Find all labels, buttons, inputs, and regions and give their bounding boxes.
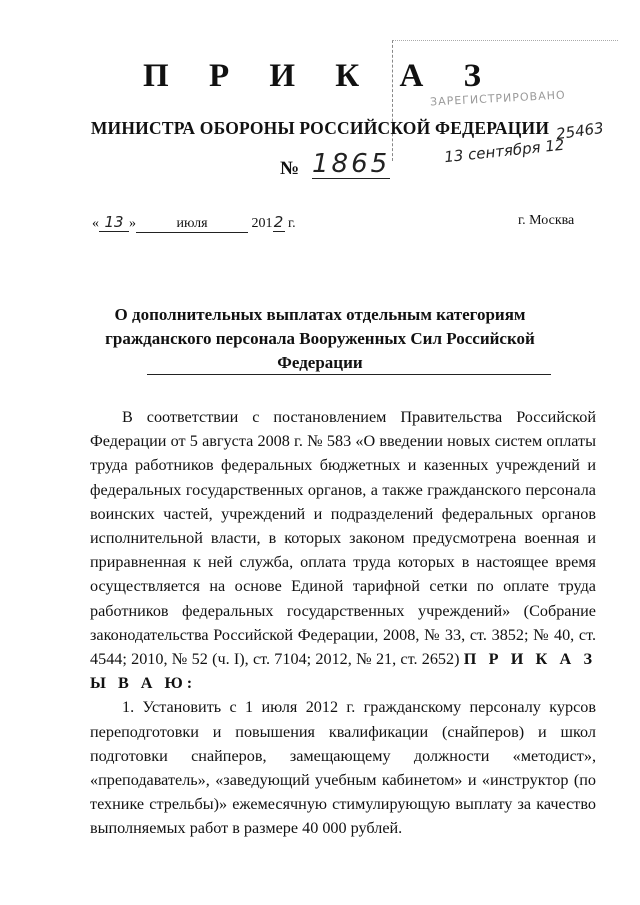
- date-year-unit: г.: [288, 216, 296, 231]
- date-day: 13: [99, 213, 129, 232]
- preamble-paragraph: [90, 405, 596, 695]
- order-body: [90, 405, 596, 841]
- date-year-suffix: 2: [273, 213, 284, 231]
- handwritten-registration-date: 13 сентября 12: [443, 135, 566, 167]
- preamble-text: В соответствии с постановлением Правительства Российской Федерации от 5 августа 2008 г. № 583 «О введении новых систем оплаты труда работников федеральных бюджетных и казенных учреждений и федеральных государственных органов, а также гражданского персонала воинских частей, учреждений и подразделений федеральных органов исполнительной власти, в которых законом предусмотрена военная и приравненная к ней служба, оплата труда которых в настоящее время осуществляется на основе Единой тарифной сетки по оплате труда работников федеральных государственных учреждений» (Собрание законодательства Российской Федерации, 2008, № 33, ст. 3852; № 40, ст. 4544; 2010, № 52 (ч. I), ст. 7104; 2012, № 21, ст. 2652): [90, 408, 596, 669]
- document-title: П Р И К А З: [143, 58, 497, 94]
- order-command: П Р И К А З Ы В А Ю:: [90, 650, 597, 693]
- handwritten-registration-number: 25463: [554, 118, 605, 144]
- number-label: №: [280, 158, 300, 179]
- date-open-quote: «: [92, 216, 99, 231]
- city: г. Москва: [518, 213, 575, 228]
- date-month: июля: [136, 216, 248, 233]
- stamp-text: ЗАРЕГИСТРИРОВАНО: [429, 88, 566, 109]
- date-year-prefix: 201: [251, 216, 273, 231]
- date-line: [92, 213, 296, 233]
- order-subject: О дополнительных выплатах отдельным категориям гражданского персонала Вооруженных Сил Российской Федерации: [105, 305, 535, 372]
- subject-divider: [147, 374, 551, 375]
- date-close-quote: »: [129, 216, 136, 231]
- point-1-paragraph: 1. Установить с 1 июля 2012 г. гражданскому персоналу курсов переподготовки и повышения квалификации (снайперов) и школ подготовки снайперов, замещающему должности «методист», «преподаватель», «заведующий учебным кабинетом» и «инструктор (по технике стрельбы)» ежемесячную стимулирующую выплату за качество выполняемых работ в размере 40 000 рублей.: [90, 698, 596, 838]
- issuer-heading: МИНИСТРА ОБОРОНЫ РОССИЙСКОЙ ФЕДЕРАЦИИ: [90, 118, 550, 138]
- order-number: 1865: [312, 149, 391, 179]
